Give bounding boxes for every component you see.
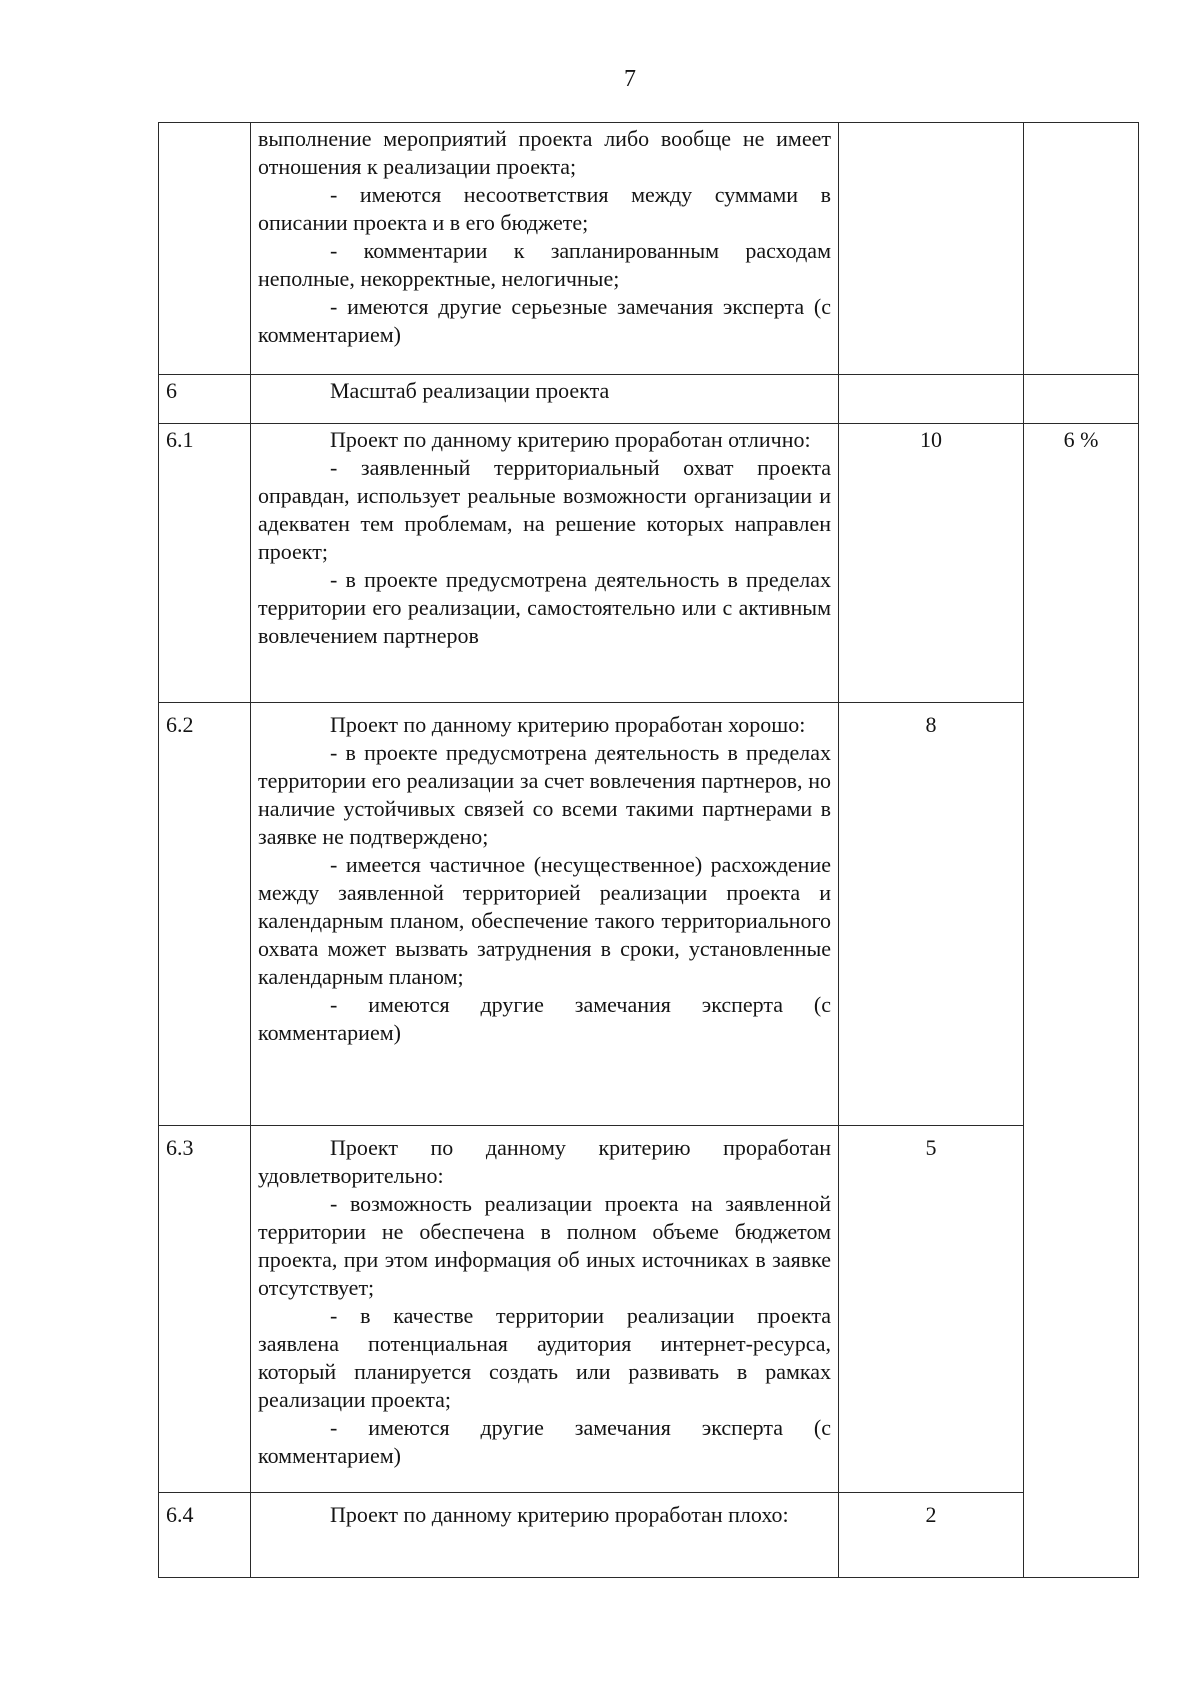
table-row-criterion [159, 1493, 1139, 1578]
description-paragraph: - в проекте предусмотрена деятельность в пределах территории его реализации, самостоятельно или с активным вовлечением партнеров [258, 567, 831, 648]
table-row-continuation [159, 123, 1139, 375]
table-row-criterion [159, 424, 1139, 703]
description-paragraph: - имеется частичное (несущественное) расхождение между заявленной территорией реализации проекта и календарным планом, обеспечение такого территориального охвата может вызвать затруднения в сроки, установленные календарным планом; [258, 852, 831, 989]
description-paragraph: Проект по данному критерию проработан плохо: [330, 1502, 789, 1527]
criterion-description [251, 703, 839, 1126]
criteria-table [158, 122, 1139, 1578]
description-paragraph: - в качестве территории реализации проекта заявлена потенциальная аудитория интернет-ресурса, который планируется создать или развивать в рамках реализации проекта; [258, 1303, 831, 1412]
criterion-description [251, 1493, 839, 1578]
description-paragraph: - комментарии к запланированным расходам неполные, некорректные, нелогичные; [258, 238, 831, 291]
section-title-cell [251, 375, 839, 424]
description-paragraph: - заявленный территориальный охват проекта оправдан, использует реальные возможности организации и адекватен тем проблемам, на решение которых направлен проект; [258, 455, 831, 564]
description-paragraph: - имеются несоответствия между суммами в описании проекта и в его бюджете; [258, 182, 831, 235]
description-paragraph: Проект по данному критерию проработан удовлетворительно: [258, 1135, 831, 1188]
score-cell [839, 375, 1024, 424]
score-cell: 2 [839, 1493, 1024, 1578]
score-cell: 5 [839, 1126, 1024, 1493]
section-number: 6 [159, 375, 251, 424]
description-paragraph: Проект по данному критерию проработан хорошо: [330, 712, 806, 737]
row-number: 6.1 [159, 424, 251, 703]
description-paragraph: - возможность реализации проекта на заявленной территории не обеспечена в полном объеме бюджетом проекта, при этом информация об иных источниках в заявке отсутствует; [258, 1191, 831, 1300]
criterion-description [251, 1126, 839, 1493]
weight-cell [1024, 123, 1139, 375]
section-weight-cell: 6 % [1024, 424, 1139, 1578]
description-paragraph: - имеются другие замечания эксперта (с комментарием) [258, 992, 831, 1045]
criterion-description [251, 424, 839, 703]
page-number: 7 [624, 66, 636, 92]
row-number: 6.4 [159, 1493, 251, 1578]
description-paragraph: Проект по данному критерию проработан отлично: [330, 427, 811, 452]
table-row-criterion [159, 1126, 1139, 1493]
weight-cell [1024, 375, 1139, 424]
score-cell: 8 [839, 703, 1024, 1126]
score-cell: 10 [839, 424, 1024, 703]
section-title: Масштаб реализации проекта [330, 378, 610, 403]
description-paragraph: выполнение мероприятий проекта либо вообще не имеет отношения к реализации проекта; [258, 126, 831, 179]
table-row-criterion [159, 703, 1139, 1126]
score-cell [839, 123, 1024, 375]
description-paragraph: - имеются другие серьезные замечания эксперта (с комментарием) [258, 294, 831, 347]
criterion-description [251, 123, 839, 375]
row-number [159, 123, 251, 375]
description-paragraph: - имеются другие замечания эксперта (с комментарием) [258, 1415, 831, 1468]
row-number: 6.3 [159, 1126, 251, 1493]
row-number: 6.2 [159, 703, 251, 1126]
table-row-section [159, 375, 1139, 424]
description-paragraph: - в проекте предусмотрена деятельность в пределах территории его реализации за счет вовлечения партнеров, но наличие устойчивых связей со всеми такими партнерами в заявке не подтверждено; [258, 740, 831, 849]
